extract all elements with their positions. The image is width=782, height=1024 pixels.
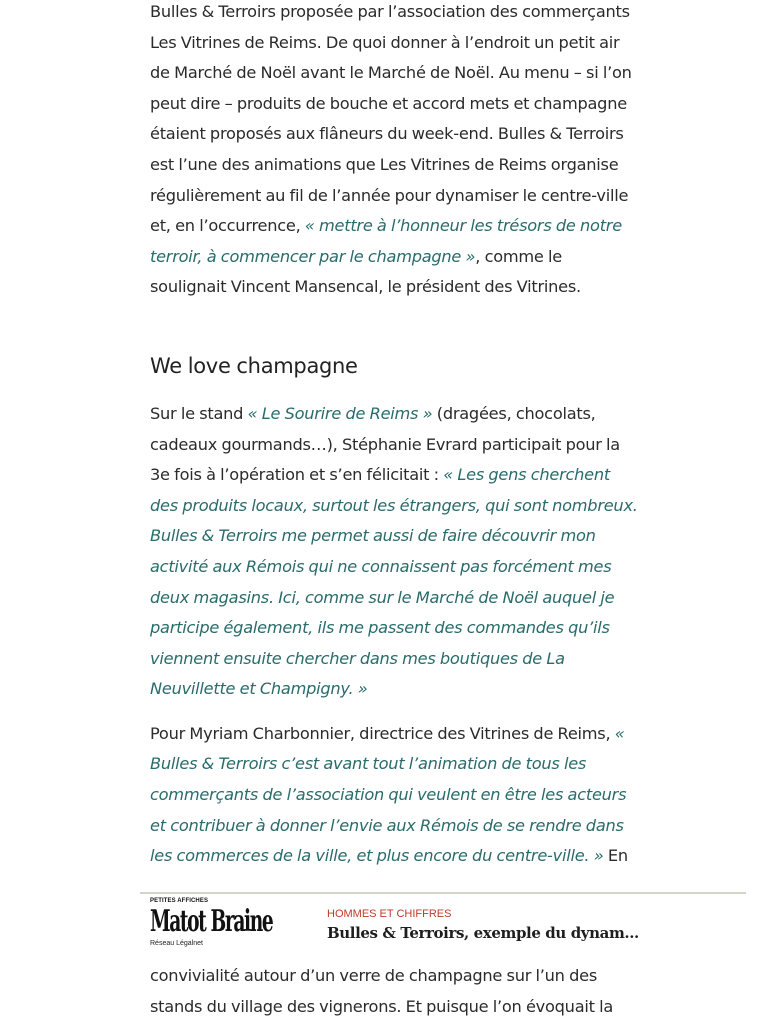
paragraph-text: Sur le stand <box>150 403 248 423</box>
quote-text: « Les gens cherchent des produits locaux, surtout les étrangers, qui sont nombreux. Bulles & Terroirs me permet aussi de faire découvrir mon activité aux Rémois qui ne connaissent pas forcément mes deux magasins. Ici, comme sur le Marché de Noël auquel je participe également, ils me passent des commandes qu’ils viennent ensuite chercher dans mes boutiques de La Neuvillette et Champigny. » <box>150 465 638 699</box>
logo-tagline-top: PETITES AFFICHES <box>150 898 209 904</box>
paragraph-text: Bulles & Terroirs proposée par l’association des commerçants Les Vitrines de Reims. De quoi donner à l’endroit un petit air de Marché de Noël avant le Marché de Noël. Au menu – si l’on peut dire – produits de bouche et accord mets et champagne étaient proposés aux flâneurs du week-end. Bulles & Terroirs est l’une des animations que Les Vitrines de Reims organise régulièrement au fil de l’année pour dynamiser le centre-ville et, en l’occurrence, <box>150 2 632 236</box>
article-paragraph <box>150 0 640 303</box>
quote-text: « mettre à l’honneur les trésors de notre terroir, à commencer par le champagne » <box>150 216 622 266</box>
article-body-continued <box>150 961 640 1022</box>
article-paragraph <box>150 399 640 705</box>
article-paragraph <box>150 719 640 872</box>
quote-text: « Bulles & Terroirs c’est avant tout l’animation de tous les commerçants de l’association qui veulent en être les acteurs et contribuer à donner l’envie aux Rémois de se rendre dans les commerces de la ville, et plus encore du centre-ville. » <box>150 723 627 866</box>
paragraph-text: , comme le soulignait Vincent Mansencal, le président des Vitrines. <box>150 246 581 297</box>
article-viewport <box>150 0 642 892</box>
paragraph-text: En <box>603 846 628 866</box>
paragraph-text: Pour Myriam Charbonnier, directrice des Vitrines de Reims, <box>150 723 615 743</box>
sticky-article-title: Bulles & Terroirs, exemple du dynam... <box>327 924 639 942</box>
section-label[interactable]: HOMMES ET CHIFFRES <box>327 908 452 920</box>
logo-wordmark: Matot Braine <box>150 904 273 939</box>
logo-tagline-bottom: Réseau Légalnet <box>150 940 203 947</box>
paragraph-text: (dragées, chocolats, cadeaux gourmands…), Stéphanie Evrard participait pour la 3e fois à l’opération et s’en félicitait : <box>150 403 620 485</box>
section-heading: We love champagne <box>150 353 358 378</box>
article-body <box>150 0 640 872</box>
site-logo[interactable] <box>150 898 300 950</box>
sticky-article-header <box>140 892 746 952</box>
quote-text: « Le Sourire de Reims » <box>247 403 433 423</box>
article-paragraph: convivialité autour d’un verre de champagne sur l’un des stands du village des vignerons. Et puisque l’on évoquait la <box>150 966 614 1016</box>
